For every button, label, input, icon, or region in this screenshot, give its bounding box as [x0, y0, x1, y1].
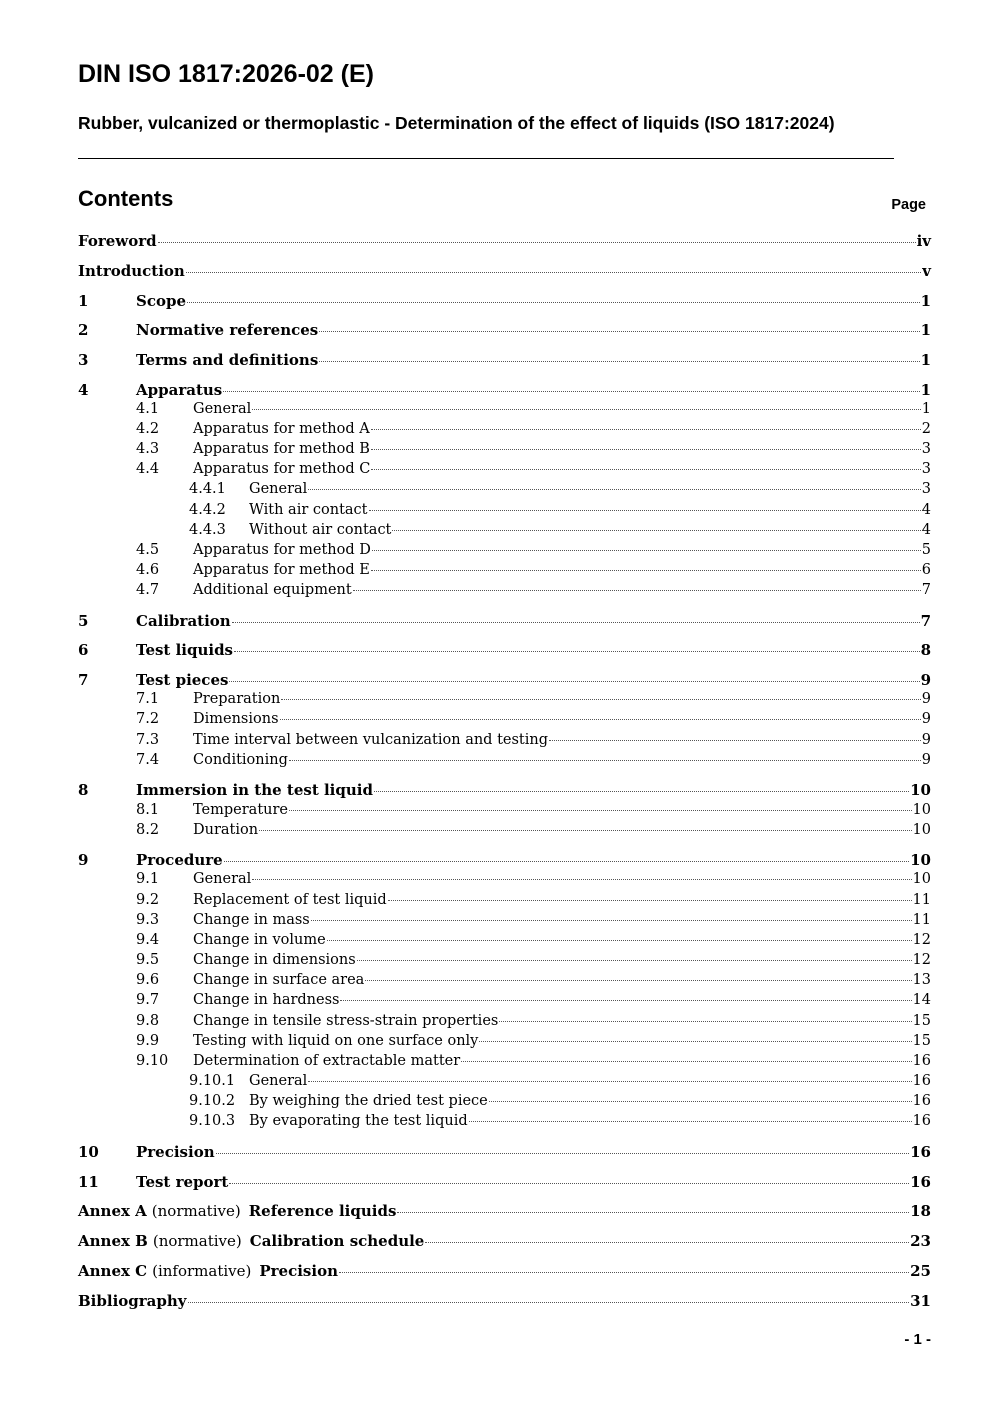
toc-entry-title: Change in surface area [193, 972, 365, 988]
toc-entry-title: Temperature [193, 802, 288, 818]
toc-entry[interactable] [78, 292, 931, 312]
toc-entry-number: 9.10 [136, 1053, 169, 1069]
dot-leader [319, 331, 919, 332]
toc-entry-page: 16 [912, 1093, 931, 1109]
dot-leader [188, 1302, 910, 1303]
toc-entry-number: 10 [78, 1143, 99, 1161]
dot-leader [425, 1242, 909, 1243]
toc-entry[interactable] [78, 381, 931, 401]
toc-entry-title: Test pieces [136, 671, 229, 689]
toc-entry-number: 9.10.2 [189, 1093, 236, 1109]
toc-entry-title: With air contact [249, 502, 368, 518]
dot-leader [371, 570, 921, 571]
toc-entry-title: Normative references [136, 321, 319, 339]
toc-entry[interactable] [78, 1202, 931, 1222]
toc-entry-title: Change in tensile stress-strain properties [193, 1013, 499, 1029]
toc-entry-title: Procedure [136, 851, 223, 869]
toc-entry-number: 11 [78, 1173, 99, 1191]
toc-entry-page: 5 [921, 542, 931, 558]
toc-entry-page: v [922, 262, 931, 280]
toc-entry[interactable] [78, 1073, 931, 1093]
toc-entry[interactable] [78, 932, 931, 952]
toc-entry-number: 9.6 [136, 972, 160, 988]
dot-leader [392, 530, 920, 531]
toc-entry-page: 4 [921, 522, 931, 538]
toc-entry-title: Change in dimensions [193, 952, 356, 968]
toc-entry-page: 10 [910, 851, 931, 869]
toc-entry-page: 10 [912, 802, 931, 818]
toc-entry[interactable] [78, 502, 931, 522]
toc-entry-page: 1 [920, 381, 931, 399]
toc-entry-title: Change in mass [193, 912, 310, 928]
toc-entry-page: 12 [912, 932, 931, 948]
toc-entry-title: Testing with liquid on one surface only [193, 1033, 479, 1049]
toc-entry[interactable] [78, 441, 931, 461]
toc-entry-page: 11 [912, 892, 931, 908]
toc-entry-page: 25 [910, 1262, 931, 1280]
dot-leader [223, 391, 919, 392]
toc-entry-title: Calibration [136, 612, 231, 630]
dot-leader [319, 361, 919, 362]
dot-leader [252, 409, 920, 410]
toc-entry-page: 16 [910, 1143, 931, 1161]
toc-entry-number: 4.2 [136, 421, 160, 437]
toc-annex-label: Annex A [78, 1202, 147, 1220]
toc-entry-page: 1 [920, 351, 931, 369]
toc-entry-page: 16 [910, 1173, 931, 1191]
toc-entry[interactable] [78, 732, 931, 752]
dot-leader [369, 510, 921, 511]
toc-entry-page: 13 [912, 972, 931, 988]
toc-entry-title: Apparatus for method A [193, 421, 370, 437]
toc-entry-title: General [193, 871, 252, 887]
toc-entry-page: 10 [912, 871, 931, 887]
subtitle-divider [78, 158, 894, 159]
toc-entry[interactable] [78, 972, 931, 992]
toc-entry[interactable] [78, 952, 931, 972]
toc-entry-page: 16 [912, 1073, 931, 1089]
toc-entry-number: 4.4.3 [189, 522, 226, 538]
dot-leader [187, 302, 920, 303]
toc-entry-page: 11 [912, 912, 931, 928]
toc-entry[interactable] [78, 1053, 931, 1073]
toc-entry-title: Precision [136, 1143, 215, 1161]
toc-entry-number: 9.9 [136, 1033, 160, 1049]
toc-annex-type: (informative) [152, 1262, 252, 1280]
toc-entry-page: 3 [921, 441, 931, 457]
toc-entry[interactable] [78, 822, 931, 842]
toc-entry[interactable] [78, 641, 931, 661]
toc-entry-number: 9 [78, 851, 89, 869]
toc-entry[interactable] [78, 1232, 931, 1252]
toc-entry-number: 9.4 [136, 932, 160, 948]
toc-entry-number: 4.7 [136, 582, 160, 598]
dot-leader [308, 1081, 911, 1082]
toc-entry-page: 10 [910, 781, 931, 799]
dot-leader [281, 699, 920, 700]
toc-annex-type: (normative) [151, 1202, 241, 1220]
dot-leader [280, 719, 921, 720]
toc-entry-title: Test liquids [136, 641, 234, 659]
toc-entry-number: 9.7 [136, 992, 160, 1008]
toc-entry[interactable] [78, 401, 931, 421]
toc-entry-title: Preparation [193, 691, 281, 707]
toc-entry-number: 8 [78, 781, 89, 799]
toc-entry-page: 10 [912, 822, 931, 838]
toc-entry-page: 3 [921, 461, 931, 477]
dot-leader [461, 1061, 911, 1062]
toc-entry-page: 16 [912, 1053, 931, 1069]
toc-entry-title: Reference liquids [248, 1202, 397, 1220]
toc-entry-title: Bibliography [78, 1292, 187, 1310]
toc-entry-page: 6 [921, 562, 931, 578]
toc-entry-page: 7 [921, 582, 931, 598]
dot-leader [372, 550, 921, 551]
toc-entry[interactable] [78, 1143, 931, 1163]
toc-entry[interactable] [78, 562, 931, 582]
toc-entry-number: 8.1 [136, 802, 160, 818]
toc-entry-title: Time interval between vulcanization and testing [193, 732, 549, 748]
toc-entry-number: 4.3 [136, 441, 160, 457]
toc-entry-title: Apparatus [136, 381, 223, 399]
toc-entry-title: Apparatus for method B [193, 441, 370, 457]
toc-entry-page: 1 [921, 401, 931, 417]
toc-entry[interactable] [78, 781, 931, 801]
dot-leader [397, 1212, 909, 1213]
toc-entry[interactable] [78, 802, 931, 822]
toc-entry-number: 7.4 [136, 752, 160, 768]
toc-entry[interactable] [78, 1093, 931, 1113]
document-subtitle: Rubber, vulcanized or thermoplastic - Determination of the effect of liquids (ISO 1817:2024) [78, 113, 835, 133]
toc-entry[interactable] [78, 851, 931, 871]
dot-leader [371, 429, 921, 430]
dot-leader [388, 900, 912, 901]
toc-entry-page: 14 [912, 992, 931, 1008]
toc-entry-page: 3 [921, 481, 931, 497]
toc-entry[interactable] [78, 582, 931, 602]
dot-leader [232, 622, 920, 623]
toc-entry-number: 9.10.3 [189, 1113, 236, 1129]
toc-entry-number: 3 [78, 351, 89, 369]
toc-entry-title: Change in volume [193, 932, 326, 948]
toc-entry-number: 9.3 [136, 912, 160, 928]
dot-leader [327, 940, 912, 941]
toc-entry[interactable] [78, 542, 931, 562]
toc-entry-number: 2 [78, 321, 89, 339]
toc-entry-number: 4.6 [136, 562, 160, 578]
toc-entry-number: 4 [78, 381, 89, 399]
toc-entry[interactable] [78, 892, 931, 912]
toc-entry[interactable] [78, 321, 931, 341]
toc-entry-title: Apparatus for method E [193, 562, 370, 578]
dot-leader [371, 449, 921, 450]
toc-entry-title: General [249, 481, 308, 497]
toc-entry[interactable] [78, 691, 931, 711]
toc-entry[interactable] [78, 232, 931, 252]
toc-entry-title: Terms and definitions [136, 351, 319, 369]
toc-entry-number: 8.2 [136, 822, 160, 838]
toc-entry-number: 9.2 [136, 892, 160, 908]
dot-leader [229, 681, 919, 682]
dot-leader [234, 651, 920, 652]
toc-entry-page: 18 [910, 1202, 931, 1220]
toc-entry[interactable] [78, 1262, 931, 1282]
toc-entry-number: 4.4.1 [189, 481, 226, 497]
toc-entry-title: Change in hardness [193, 992, 340, 1008]
toc-entry-page: 9 [921, 732, 931, 748]
toc-entry-page: iv [916, 232, 931, 250]
toc-entry-page: 1 [920, 292, 931, 310]
toc-entry[interactable] [78, 1013, 931, 1033]
toc-entry-number: 7.2 [136, 711, 160, 727]
toc-entry[interactable] [78, 1113, 931, 1133]
toc-entry[interactable] [78, 461, 931, 481]
toc-entry-title: Precision [259, 1262, 338, 1280]
toc-entry-title: Introduction [78, 262, 185, 280]
toc-entry-title: Duration [193, 822, 259, 838]
dot-leader [311, 920, 912, 921]
toc-entry[interactable] [78, 871, 931, 891]
toc-entry[interactable] [78, 992, 931, 1012]
toc-entry-title: Test report [136, 1173, 229, 1191]
toc-entry-number: 4.4 [136, 461, 160, 477]
toc-entry[interactable] [78, 711, 931, 731]
dot-leader [308, 489, 920, 490]
contents-heading: Contents [78, 186, 174, 211]
toc-entry-page: 23 [910, 1232, 931, 1250]
toc-entry[interactable] [78, 1033, 931, 1053]
dot-leader [289, 810, 912, 811]
toc-entry-page: 7 [920, 612, 931, 630]
toc-entry-page: 9 [921, 752, 931, 768]
toc-entry-title: Conditioning [193, 752, 288, 768]
toc-entry-title: By weighing the dried test piece [249, 1093, 488, 1109]
dot-leader [339, 1272, 909, 1273]
toc-entry-title: Apparatus for method C [193, 461, 371, 477]
dot-leader [469, 1121, 912, 1122]
toc-entry[interactable] [78, 671, 931, 691]
toc-entry-number: 9.1 [136, 871, 160, 887]
dot-leader [216, 1153, 910, 1154]
toc-entry-title: Dimensions [193, 711, 279, 727]
toc-entry-number: 9.8 [136, 1013, 160, 1029]
toc-entry-title: Immersion in the test liquid [136, 781, 373, 799]
toc-entry-page: 1 [920, 321, 931, 339]
toc-entry-title: Foreword [78, 232, 157, 250]
toc-entry-number: 1 [78, 292, 89, 310]
toc-entry-title: Determination of extractable matter [193, 1053, 461, 1069]
toc-entry-page: 12 [912, 952, 931, 968]
dot-leader [549, 740, 921, 741]
toc-entry-page: 4 [921, 502, 931, 518]
dot-leader [371, 469, 920, 470]
toc-entry[interactable] [78, 752, 931, 772]
toc-entry-number: 9.5 [136, 952, 160, 968]
toc-entry-number: 7.1 [136, 691, 160, 707]
toc-entry[interactable] [78, 522, 931, 542]
toc-annex-label: Annex B [78, 1232, 148, 1250]
toc-entry-page: 9 [920, 671, 931, 689]
toc-entry-number: 7 [78, 671, 89, 689]
toc-entry[interactable] [78, 612, 931, 632]
toc-entry-title: Scope [136, 292, 187, 310]
toc-entry-title: General [193, 401, 252, 417]
toc-entry-title: Additional equipment [193, 582, 352, 598]
dot-leader [374, 791, 909, 792]
toc-entry[interactable] [78, 912, 931, 932]
toc-entry-title: Apparatus for method D [193, 542, 371, 558]
toc-entry-page: 2 [921, 421, 931, 437]
toc-entry-page: 15 [912, 1033, 931, 1049]
toc-entry-page: 15 [912, 1013, 931, 1029]
toc-entry-title: Replacement of test liquid [193, 892, 387, 908]
dot-leader [289, 760, 921, 761]
toc-entry-page: 16 [912, 1113, 931, 1129]
dot-leader [158, 242, 916, 243]
toc-entry-number: 4.5 [136, 542, 160, 558]
dot-leader [229, 1183, 909, 1184]
document-title: DIN ISO 1817:2026-02 (E) [78, 60, 374, 88]
toc-annex-type: (normative) [152, 1232, 242, 1250]
toc-entry-page: 9 [921, 711, 931, 727]
dot-leader [186, 272, 921, 273]
toc-entry[interactable] [78, 1173, 931, 1193]
dot-leader [252, 879, 911, 880]
toc-entry-title: General [249, 1073, 308, 1089]
toc-entry-number: 7.3 [136, 732, 160, 748]
toc-entry-number: 5 [78, 612, 89, 630]
toc-entry[interactable] [78, 351, 931, 371]
page-number: - 1 - [904, 1331, 931, 1348]
toc-entry-title: Without air contact [249, 522, 392, 538]
toc-entry[interactable] [78, 421, 931, 441]
toc-entry[interactable] [78, 262, 931, 282]
page-column-label: Page [891, 197, 926, 213]
dot-leader [357, 960, 912, 961]
toc-entry-page: 8 [920, 641, 931, 659]
dot-leader [499, 1021, 911, 1022]
dot-leader [489, 1101, 912, 1102]
dot-leader [224, 861, 909, 862]
dot-leader [479, 1041, 911, 1042]
toc-entry[interactable] [78, 1292, 931, 1312]
dot-leader [340, 1000, 911, 1001]
toc-entry-title: Calibration schedule [249, 1232, 425, 1250]
toc-entry[interactable] [78, 481, 931, 501]
toc-entry-number: 4.1 [136, 401, 160, 417]
dot-leader [365, 980, 911, 981]
toc-annex-label: Annex C [78, 1262, 148, 1280]
dot-leader [353, 590, 921, 591]
dot-leader [259, 830, 911, 831]
toc-entry-number: 9.10.1 [189, 1073, 236, 1089]
toc-entry-title: By evaporating the test liquid [249, 1113, 468, 1129]
toc-entry-number: 4.4.2 [189, 502, 226, 518]
toc-entry-number: 6 [78, 641, 89, 659]
toc-entry-page: 9 [921, 691, 931, 707]
toc-entry-page: 31 [910, 1292, 931, 1310]
